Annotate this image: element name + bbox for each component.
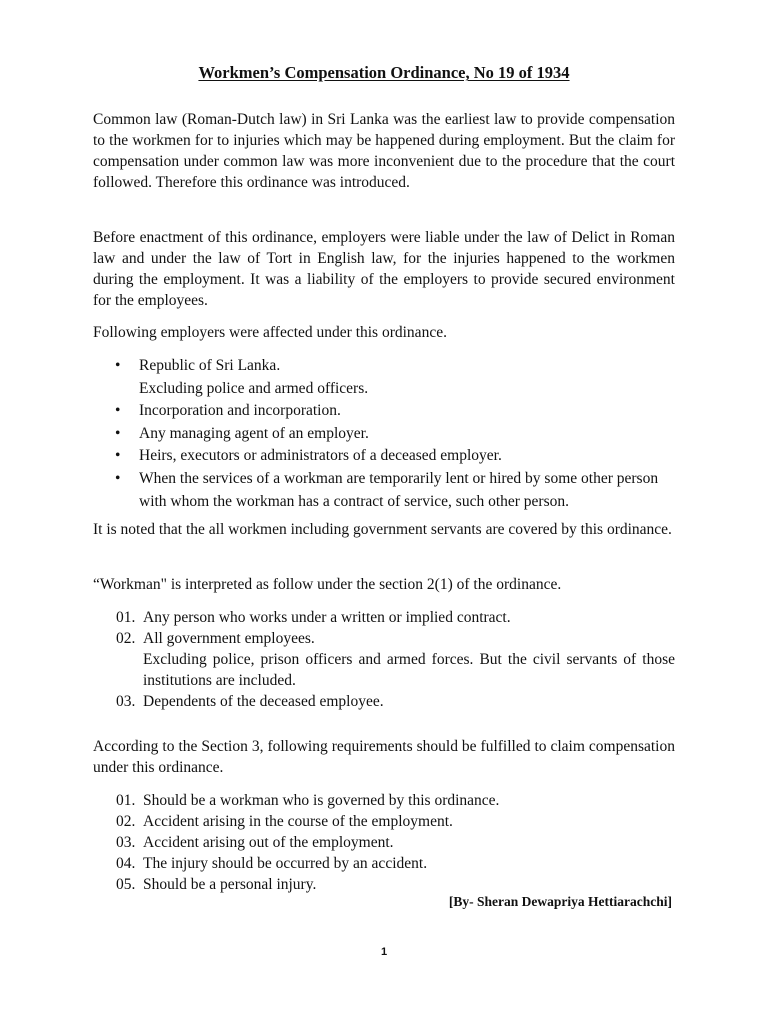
list-item-subtext: Excluding police and armed officers. — [139, 379, 369, 397]
list-item — [93, 423, 675, 446]
paragraph-section-3-requirements: According to the Section 3, following requirements should be fulfilled to claim compensation under this ordinance. — [93, 738, 675, 776]
list-item-text: Heirs, executors or administrators of a deceased employer. — [139, 447, 502, 465]
list-item-text: All government employees. — [143, 630, 315, 647]
list-item-text: Should be a workman who is governed by this ordinance. — [143, 792, 500, 809]
list-item — [93, 468, 675, 513]
list-item-text: Any person who works under a written or implied contract. — [143, 609, 511, 626]
document-title: Workmen’s Compensation Ordinance, No 19 of 1934 — [198, 63, 570, 82]
list-item-text: Republic of Sri Lanka. — [139, 357, 281, 374]
list-item-number: 02. — [116, 630, 136, 647]
list-item — [93, 445, 675, 468]
list-item — [93, 691, 675, 712]
employers-list — [93, 355, 675, 513]
bullet-icon: • — [115, 424, 121, 442]
paragraph-workman-interpretation: “Workman" is interpreted as follow under the section 2(1) of the ordinance. — [93, 576, 562, 593]
bullet-icon: • — [115, 447, 121, 465]
list-item-text: Should be a personal injury. — [143, 876, 317, 893]
page-number: 1 — [380, 946, 388, 958]
list-item-number: 05. — [116, 876, 136, 893]
bullet-icon: • — [115, 469, 121, 487]
list-item-text: Accident arising out of the employment. — [143, 834, 394, 851]
paragraph-all-workmen-covered: It is noted that the all workmen including government servants are covered by this ordinance. — [93, 521, 672, 538]
list-item — [93, 832, 675, 853]
list-item — [93, 853, 675, 874]
workman-definition-list — [93, 607, 675, 712]
paragraph-before-enactment: Before enactment of this ordinance, employers were liable under the law of Delict in Roman law and under the law of Tort in English law, for the injuries happened to the workmen during the employment. It was a liability of the employers to provide secured environment for the employees. — [93, 229, 675, 309]
list-item-number: 03. — [116, 834, 136, 851]
requirements-list — [93, 790, 675, 895]
list-item — [93, 811, 675, 832]
list-item — [93, 790, 675, 811]
paragraph-common-law: Common law (Roman-Dutch law) in Sri Lanka was the earliest law to provide compensation to the workmen for to injuries which may be happened during employment. But the claim for compensation under common law was more inconvenient due to the procedure that the court followed. Therefore this ordinance was introduced. — [93, 111, 675, 191]
list-item-text: Dependents of the deceased employee. — [143, 693, 384, 710]
list-item-text: When the services of a workman are temporarily lent or hired by some other person with whom the workman has a contract of service, such other person. — [139, 469, 659, 510]
list-item-text: Incorporation and incorporation. — [139, 402, 341, 420]
list-item-subtext: Excluding police, prison officers and armed forces. But the civil servants of those institutions are included. — [143, 651, 675, 689]
list-item-number: 02. — [116, 813, 136, 830]
list-item — [93, 607, 675, 628]
bullet-icon: • — [115, 357, 121, 374]
list-item-text: The injury should be occurred by an accident. — [143, 855, 428, 872]
list-item-number: 03. — [116, 693, 136, 710]
paragraph-following-employers: Following employers were affected under this ordinance. — [93, 324, 447, 341]
author-signature: [By- Sheran Dewapriya Hettiarachchi] — [448, 894, 672, 909]
list-item-text: Accident arising in the course of the employment. — [143, 813, 453, 830]
list-item-number: 01. — [116, 609, 136, 626]
list-item — [93, 628, 675, 691]
list-item — [93, 400, 675, 423]
list-item-text: Any managing agent of an employer. — [139, 424, 369, 442]
list-item — [93, 355, 675, 400]
bullet-icon: • — [115, 402, 121, 420]
list-item-number: 01. — [116, 792, 136, 809]
list-item-number: 04. — [116, 855, 136, 872]
